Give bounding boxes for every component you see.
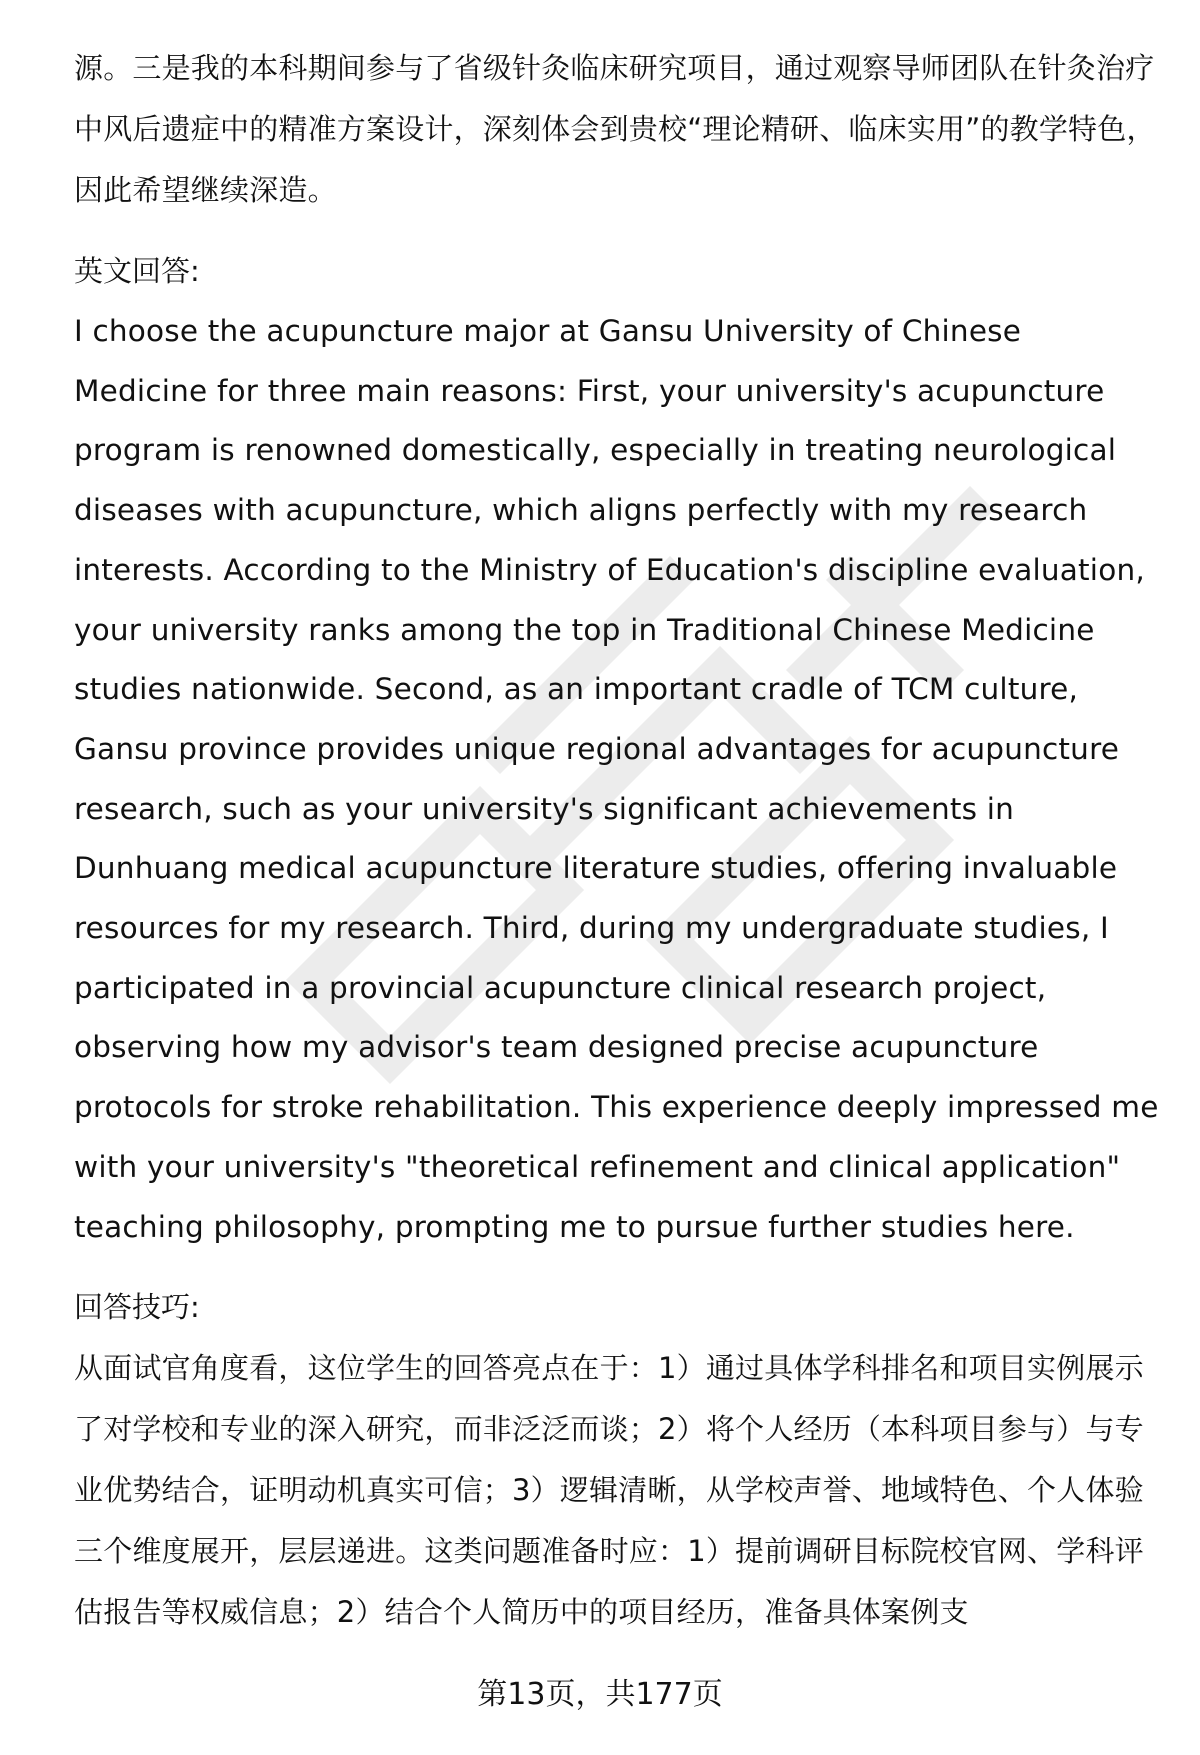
page-number-footer: 第13页，共177页 [477,1677,723,1712]
english-answer-text: I choose the acupuncture major at Gansu University of Chinese Medicine for three main reasons: First, your university's acupuncture program is renowned domestically, especially in treating neurological diseases with acupuncture, which aligns perfectly with my research interests. According to the Ministry of Education's discipline evaluation, your university ranks among the top in Traditional Chinese Medicine studies nationwide. Second, as an important cradle of TCM culture, Gansu province provides unique regional advantages for acupuncture research, such as your university's significant achievements in Dunhuang medical acupuncture literature studies, offering invaluable resources for my research. Third, during my undergraduate studies, I participated in a provincial acupuncture clinical research project, observing how my advisor's team designed precise acupuncture protocols for stroke rehabilitation. This experience deeply impressed me with your university's "theoretical refinement and clinical application" teaching philosophy, prompting me to pursue further studies here. [74,314,1159,1244]
english-answer-heading: 英文回答: [74,254,200,288]
answer-tips-heading: 回答技巧: [74,1290,200,1325]
answer-tips-text: 从面试官角度看，这位学生的回答亮点在于：1）通过具体学科排名和项目实例展示了对学校和专业的深入研究，而非泛泛而谈；2）将个人经历（本科项目参与）与专业优势结合，证明动机真实可信；3）逻辑清晰，从学校声誉、地域特色、个人体验三个维度展开，层层递进。这类问题准备时应：1）提前调研目标院校官网、学科评估报告等权威信息；2）结合个人简历中的项目经历，准备具体案例支 [74,1351,1144,1630]
paragraph-continued: 源。三是我的本科期间参与了省级针灸临床研究项目，通过观察导师团队在针灸治疗中风后遗症中的精准方案设计，深刻体会到贵校“理论精研、临床实用”的教学特色，因此希望继续深造。 [74,51,1156,207]
document-body [74,38,1164,1643]
